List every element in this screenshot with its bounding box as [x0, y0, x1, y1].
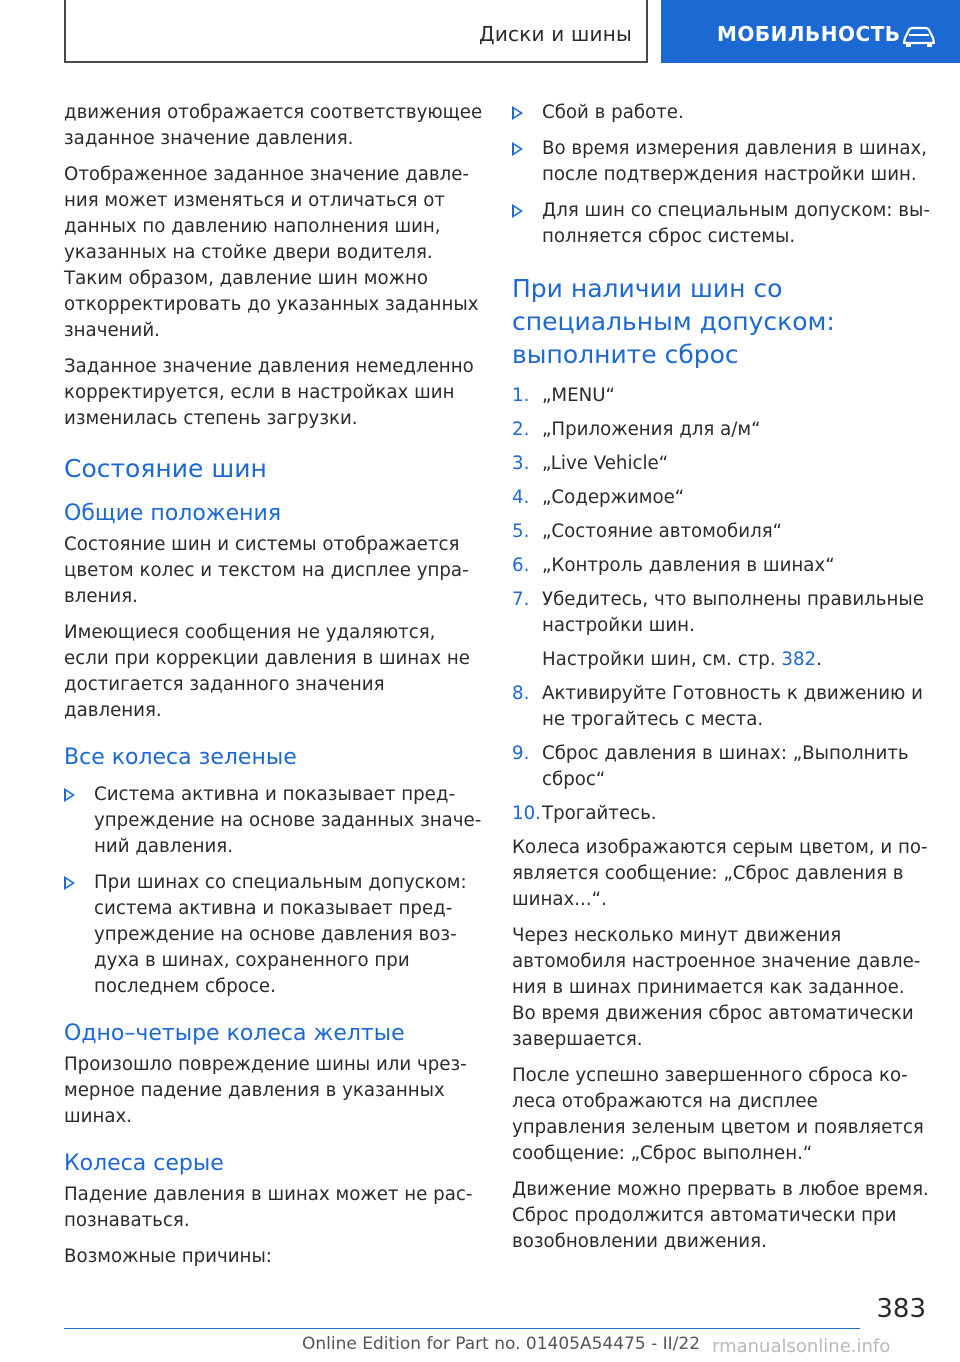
heading-yellow: Одно–четыре колеса желтые	[64, 1021, 405, 1046]
step-item: 6. „Контроль давления в шинах“	[512, 555, 835, 576]
bullet-list-green	[64, 782, 484, 1000]
header-chapter-tab[interactable]	[661, 0, 960, 63]
page-number: 383	[876, 1294, 926, 1324]
heading-all-green: Все колеса зеленые	[64, 745, 297, 770]
list-item: При шинах со специальным допуском: система активна и показывает предупреждение на основе давления воздуха в шинах, сохраненного при последнем сбросе.	[64, 870, 484, 1000]
step-item: 2. „Приложения для а/м“	[512, 419, 761, 440]
header-section-title: Диски и шины	[479, 22, 632, 46]
step-item: 8. Активируйте Готовность к движению и не трогайтесь с места.	[512, 683, 923, 730]
paragraph: Падение давления в шинах может не распознаваться.	[64, 1184, 473, 1231]
page-reference-link[interactable]: 382	[781, 649, 817, 670]
paragraph: После успешно завершенного сброса колеса отображаются на дисплее управления зеленым цветом и появляется сообщение: „Сброс выполнен.“	[512, 1065, 924, 1164]
left-column	[64, 100, 484, 1280]
list-item: Система активна и показывает предупреждение на основе заданных значений давления.	[64, 782, 484, 860]
heading-perform-reset: При наличии шин со специальным допуском: выполните сброс	[512, 274, 835, 369]
step-item: 9. Сброс давления в шинах: „Выполнить сброс“	[512, 743, 909, 790]
paragraph: Движение можно прервать в любое время. Сброс продолжится автоматически при возобновлении движения.	[512, 1179, 929, 1252]
paragraph: Произошло повреждение шины или чрезмерное падение давления в указанных шинах.	[64, 1054, 467, 1127]
step-item: 7. Убедитесь, что выполнены правильные настройки шин. Настройки шин, см. стр. 382.	[512, 587, 932, 673]
step-item: 3. „Live Vehicle“	[512, 453, 669, 474]
paragraph: Заданное значение давления немедленно корректируется, если в настройках шин изменилась степень загрузки.	[64, 356, 474, 429]
paragraph: Колеса изображаются серым цветом, и появляется сообщение: „Сброс давления в шинах...“.	[512, 837, 928, 910]
paragraph: движения отображается соответствующее заданное значение давления.	[64, 102, 483, 149]
list-item: Во время измерения давления в шинах, после подтверждения настройки шин.	[512, 136, 932, 188]
step-item: 5. „Состояние автомобиля“	[512, 521, 783, 542]
header-section-box	[64, 0, 648, 63]
right-column	[512, 100, 932, 1265]
paragraph: Состояние шин и системы отображается цветом колес и текстом на дисплее управления.	[64, 534, 469, 607]
header-chapter-label: МОБИЛЬНОСТЬ	[717, 22, 901, 46]
car-icon	[901, 24, 937, 48]
paragraph: Возможные причины:	[64, 1246, 272, 1267]
step-note: Настройки шин, см. стр. 382.	[542, 649, 822, 670]
bullet-triangle-icon	[512, 204, 523, 218]
list-item: Для шин со специальным допуском: выполняется сброс системы.	[512, 198, 932, 250]
bullet-triangle-icon	[64, 876, 75, 890]
bullet-list-causes	[512, 100, 932, 250]
paragraph: Имеющиеся сообщения не удаляются, если при коррекции давления в шинах не достигается заданного значения давления.	[64, 622, 470, 721]
heading-general: Общие положения	[64, 501, 282, 526]
step-item: 1. „MENU“	[512, 385, 615, 406]
footer-divider	[64, 1328, 860, 1329]
step-item: 4. „Содержимое“	[512, 487, 685, 508]
heading-tire-state: Состояние шин	[64, 454, 267, 483]
heading-grey: Колеса серые	[64, 1151, 224, 1176]
step-item: 10. Трогайтесь.	[512, 803, 657, 824]
paragraph: Отображенное заданное значение давления может изменяться и отличаться от данных по давлению наполнения шин, указанных на стойке двери водителя. Таким образом, давление шин можно откорректировать до указанных заданных значений.	[64, 164, 479, 341]
paragraph: Через несколько минут движения автомобиля настроенное значение давления в шинах принимается как заданное. Во время движения сброс автоматически завершается.	[512, 925, 921, 1050]
footer-edition: Online Edition for Part no. 01405A54475 - II/22	[302, 1334, 701, 1354]
bullet-triangle-icon	[512, 142, 523, 156]
steps-list	[512, 383, 932, 827]
list-item: Сбой в работе.	[512, 100, 932, 126]
watermark: rmanualsonline.info	[712, 1336, 891, 1357]
bullet-triangle-icon	[64, 788, 75, 802]
bullet-triangle-icon	[512, 106, 523, 120]
